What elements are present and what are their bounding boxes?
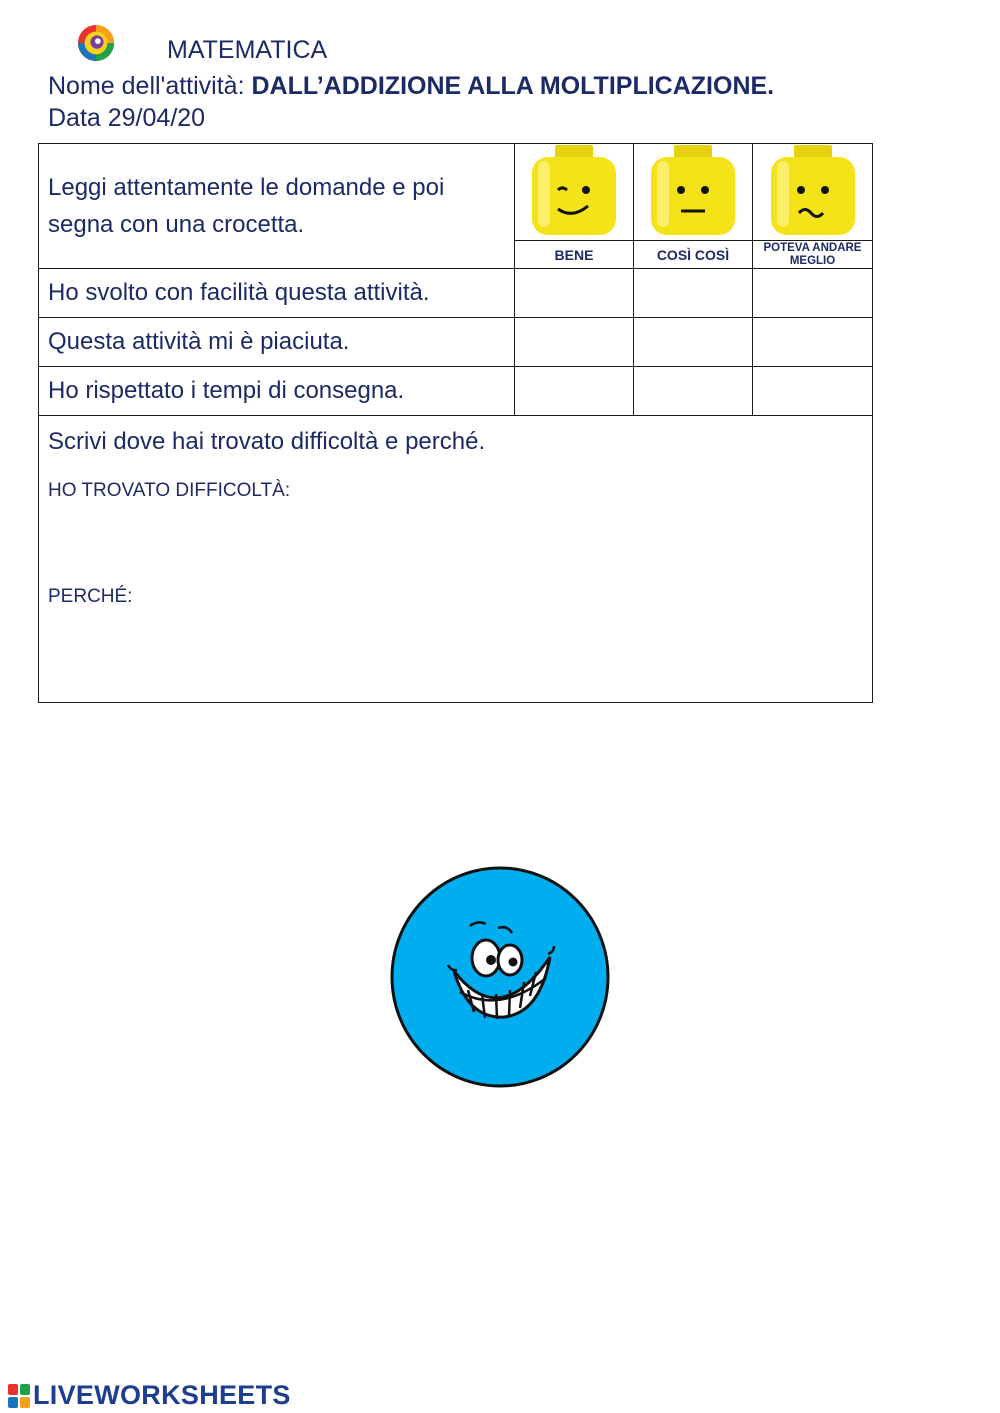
rating-face-cosi-cosi: [634, 144, 753, 241]
lego-face-neutral-icon: [647, 145, 739, 239]
lego-face-smile-icon: [528, 145, 620, 239]
open-prompt: Scrivi dove hai trovato difficoltà e perché.: [48, 428, 486, 455]
rating-label-bene: BENE: [515, 241, 634, 269]
difficulty-label: HO TROVATO DIFFICOLTÀ:: [48, 480, 291, 501]
question-1: Ho svolto con facilità questa attività.: [39, 269, 515, 318]
answer-q1-bene[interactable]: [515, 269, 634, 318]
why-label: PERCHÉ:: [48, 586, 133, 607]
liveworksheets-logo-icon: [8, 1384, 30, 1408]
rating-face-bene: [515, 144, 634, 241]
question-3: Ho rispettato i tempi di consegna.: [39, 367, 515, 416]
liveworksheets-brand: [8, 1380, 291, 1411]
brand-name: LIVEWORKSHEETS: [33, 1380, 291, 1410]
question-2: Questa attività mi è piaciuta.: [39, 318, 515, 367]
answer-q3-cosi-cosi[interactable]: [634, 367, 753, 416]
rating-label-cosi-cosi: COSÌ COSÌ: [634, 241, 753, 269]
rainbow-spiral-logo: [77, 24, 115, 62]
activity-name: DALL’ADDIZIONE ALLA MOLTIPLICAZIONE.: [251, 72, 775, 100]
intro-text: Leggi attentamente le domande e poi segna con una crocetta.: [39, 144, 515, 269]
answer-q2-bene[interactable]: [515, 318, 634, 367]
answer-q3-bene[interactable]: [515, 367, 634, 416]
rating-face-poteva-andare-meglio: [753, 144, 873, 241]
answer-q2-cosi-cosi[interactable]: [634, 318, 753, 367]
open-answer-area[interactable]: [39, 416, 873, 703]
answer-q3-poteva-andare-meglio[interactable]: [753, 367, 873, 416]
lego-face-unsure-icon: [767, 145, 859, 239]
self-assessment-table: [38, 143, 873, 703]
answer-q2-poteva-andare-meglio[interactable]: [753, 318, 873, 367]
rating-label-poteva-andare-meglio: POTEVA ANDARE MEGLIO: [753, 241, 873, 269]
subject-title: MATEMATICA: [167, 36, 328, 64]
activity-prefix: Nome dell'attività:: [48, 72, 252, 100]
date-label: Data 29/04/20: [48, 104, 206, 132]
activity-name-line: [48, 72, 774, 101]
answer-q1-cosi-cosi[interactable]: [634, 269, 753, 318]
blue-smiley-icon: [390, 866, 610, 1088]
answer-q1-poteva-andare-meglio[interactable]: [753, 269, 873, 318]
